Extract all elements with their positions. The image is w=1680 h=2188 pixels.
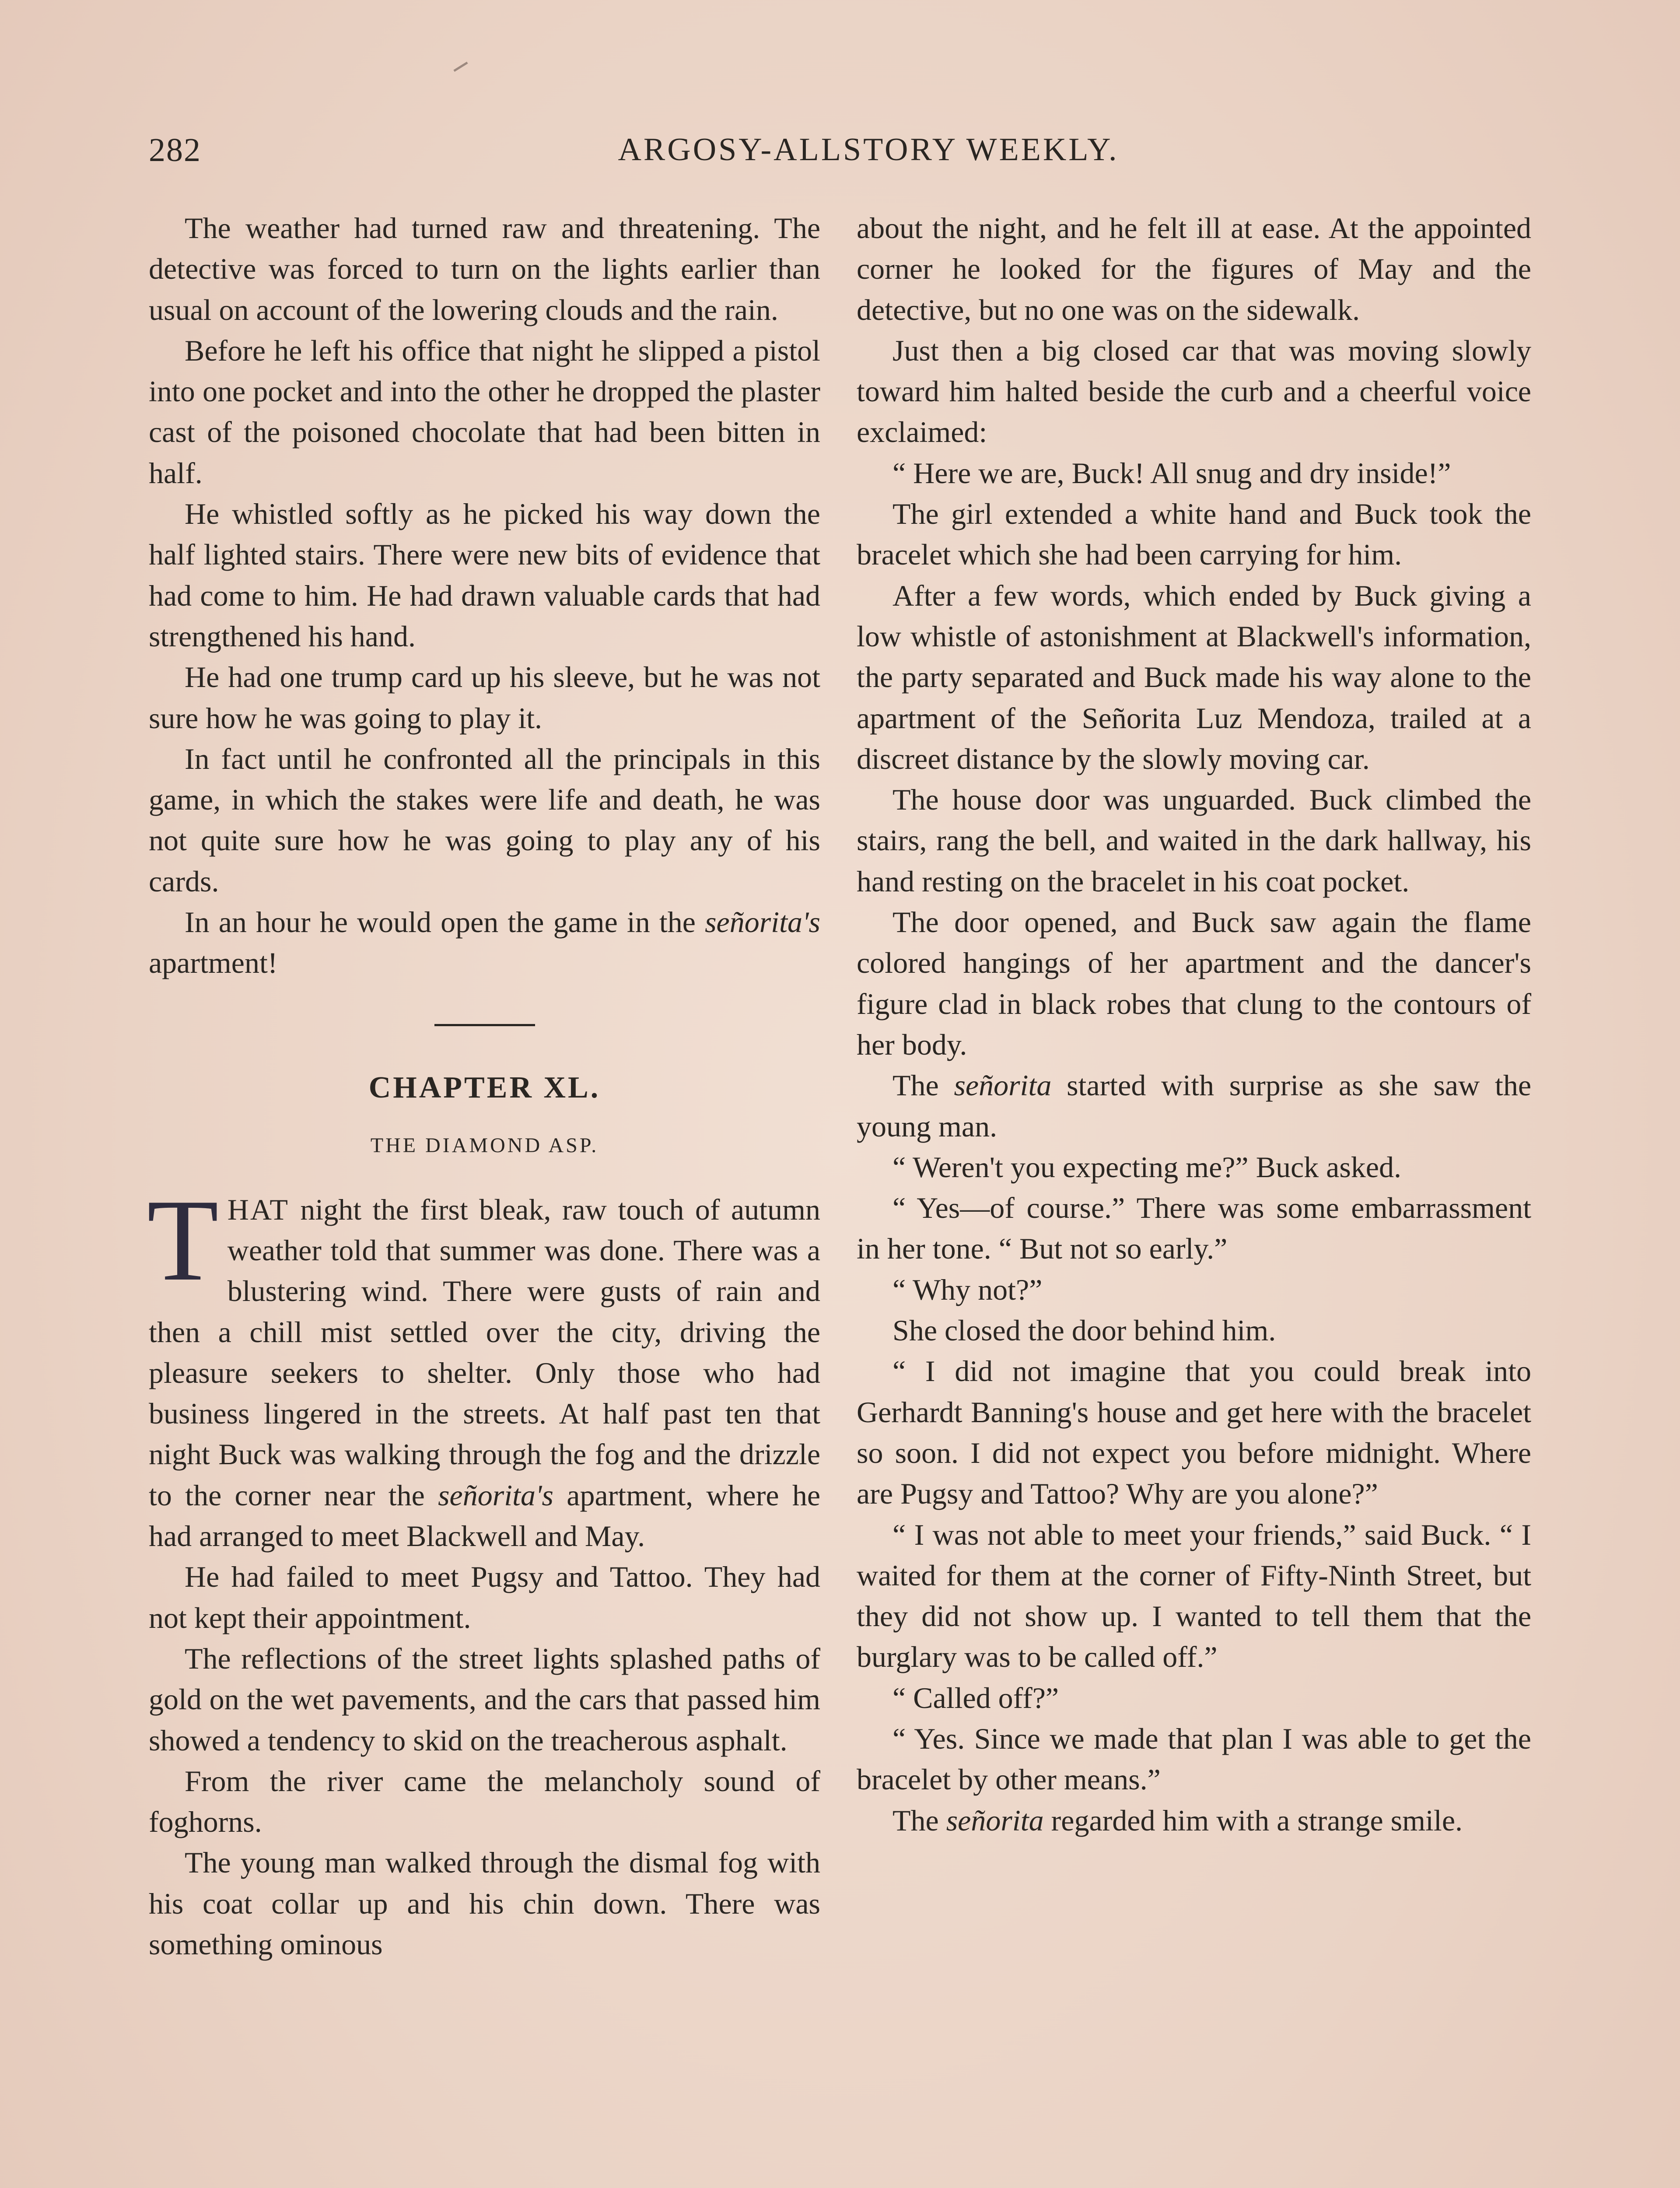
paragraph: “ Here we are, Buck! All snug and dry inside!” [892,456,1451,490]
paragraph: The reflections of the street lights splashed paths of gold on the wet pavements, and the cars that passed him showed a tendency to skid on the treacherous asphalt. [149,1641,820,1757]
left-column [149,208,820,1965]
paragraph: In fact until he confronted all the principals in this game, in which the stakes were life and death, he was not quite sure how he was going to play any of his cards. [149,742,820,898]
paragraph: “ I was not able to meet your friends,” said Buck. “ I waited for them at the corner of Fifty-Ninth Street, but they did not show up. I wanted to tell them that the burglary was to be called off.” [857,1518,1531,1674]
paragraph: The girl extended a white hand and Buck took the bracelet which she had been carrying for him. [857,497,1531,572]
italic-word: señorita's [705,905,820,939]
paragraph: The weather had turned raw and threatening. The detective was forced to turn on the lights earlier than usual on account of the lowering clouds and the rain. [149,211,820,326]
paragraph-continuation: about the night, and he felt ill at ease. At the appointed corner he looked for the figures of May and the detective, but no one was on the sidewalk. [857,211,1531,326]
paragraph: The young man walked through the dismal fog with his coat collar up and his chin down. There was something ominous [149,1846,820,1961]
page-number: 282 [149,132,201,168]
italic-word: señorita [946,1803,1044,1837]
text-run: apartment, where he had arranged to meet Blackwell and May. [149,1478,820,1553]
opening-paragraph [147,1175,820,1557]
paragraph: The house door was unguarded. Buck climbed the stairs, rang the bell, and waited in the dark hallway, his hand resting on the bracelet in his coat pocket. [857,783,1531,898]
paragraph [857,1065,1531,1147]
text-run: started with surprise as she saw the young man. [857,1069,1531,1143]
paragraph [857,1800,1531,1841]
drop-cap: T [147,1175,219,1305]
paragraph: After a few words, which ended by Buck giving a low whistle of astonishment at Blackwell's information, the party separated and Buck made his way alone to the apartment of the Señorita Luz Mendoza, trailed at a discreet distance by the slowly moving car. [857,579,1531,775]
page-header [149,131,1549,184]
paragraph: “ Why not?” [892,1273,1043,1306]
small-caps-opening: HAT [227,1192,289,1226]
paragraph: He had one trump card up his sleeve, but he was not sure how he was going to play it. [149,660,820,735]
paragraph [149,902,820,984]
italic-word: señorita's [438,1478,553,1512]
paragraph: “ Weren't you expecting me?” Buck asked. [892,1150,1401,1184]
paragraph: She closed the door behind him. [892,1314,1276,1347]
text-run: The [892,1803,946,1837]
right-column [857,208,1531,1841]
paragraph: “ Called off?” [892,1681,1059,1715]
paragraph: Before he left his office that night he slipped a pistol into one pocket and into the other he dropped the plaster cast of the poisoned chocolate that had been bitten in half. [149,333,820,490]
text-run: apartment! [149,946,278,980]
paragraph: From the river came the melancholy sound of foghorns. [149,1764,820,1839]
paragraph: “ Yes. Since we made that plan I was able to get the bracelet by other means.” [857,1722,1531,1796]
running-title: ARGOSY-ALLSTORY WEEKLY. [618,132,1119,168]
italic-word: señorita [954,1069,1052,1102]
paragraph: He had failed to meet Pugsy and Tattoo. They had not kept their appointment. [149,1560,820,1634]
chapter-subtitle: THE DIAMOND ASP. [370,1133,599,1157]
text-run: night the first bleak, raw touch of autumn weather told that summer was done. There was a blustering wind. There were gusts of rain and then a chill mist settled over the city, driving the pleasure seekers to shelter. Only those who had business lingered in the streets. At half past ten that night Buck was walking through the fog and the drizzle to the corner near the [149,1192,820,1512]
paragraph: The door opened, and Buck saw again the flame colored hangings of her apartment and the dancer's figure clad in black robes that clung to the contours of her body. [857,905,1531,1061]
text-run: regarded him with a strange smile. [1043,1803,1463,1837]
paragraph: He whistled softly as he picked his way down the half lighted stairs. There were new bits of evidence that had come to him. He had drawn valuable cards that had strengthened his hand. [149,497,820,653]
text-run: The [892,1069,954,1102]
section-divider [434,1024,535,1026]
text-run: In an hour he would open the game in the [185,905,705,939]
paragraph: “ I did not imagine that you could break into Gerhardt Banning's house and get here with the bracelet so soon. I did not expect you before midnight. Where are Pugsy and Tattoo? Why are you alone?” [857,1354,1531,1511]
paragraph: Just then a big closed car that was moving slowly toward him halted beside the curb and a cheerful voice exclaimed: [857,333,1531,449]
chapter-title: CHAPTER XL. [368,1070,601,1105]
paragraph: “ Yes—of course.” There was some embarrassment in her tone. “ But not so early.” [857,1191,1531,1266]
stray-pen-mark [453,62,468,72]
